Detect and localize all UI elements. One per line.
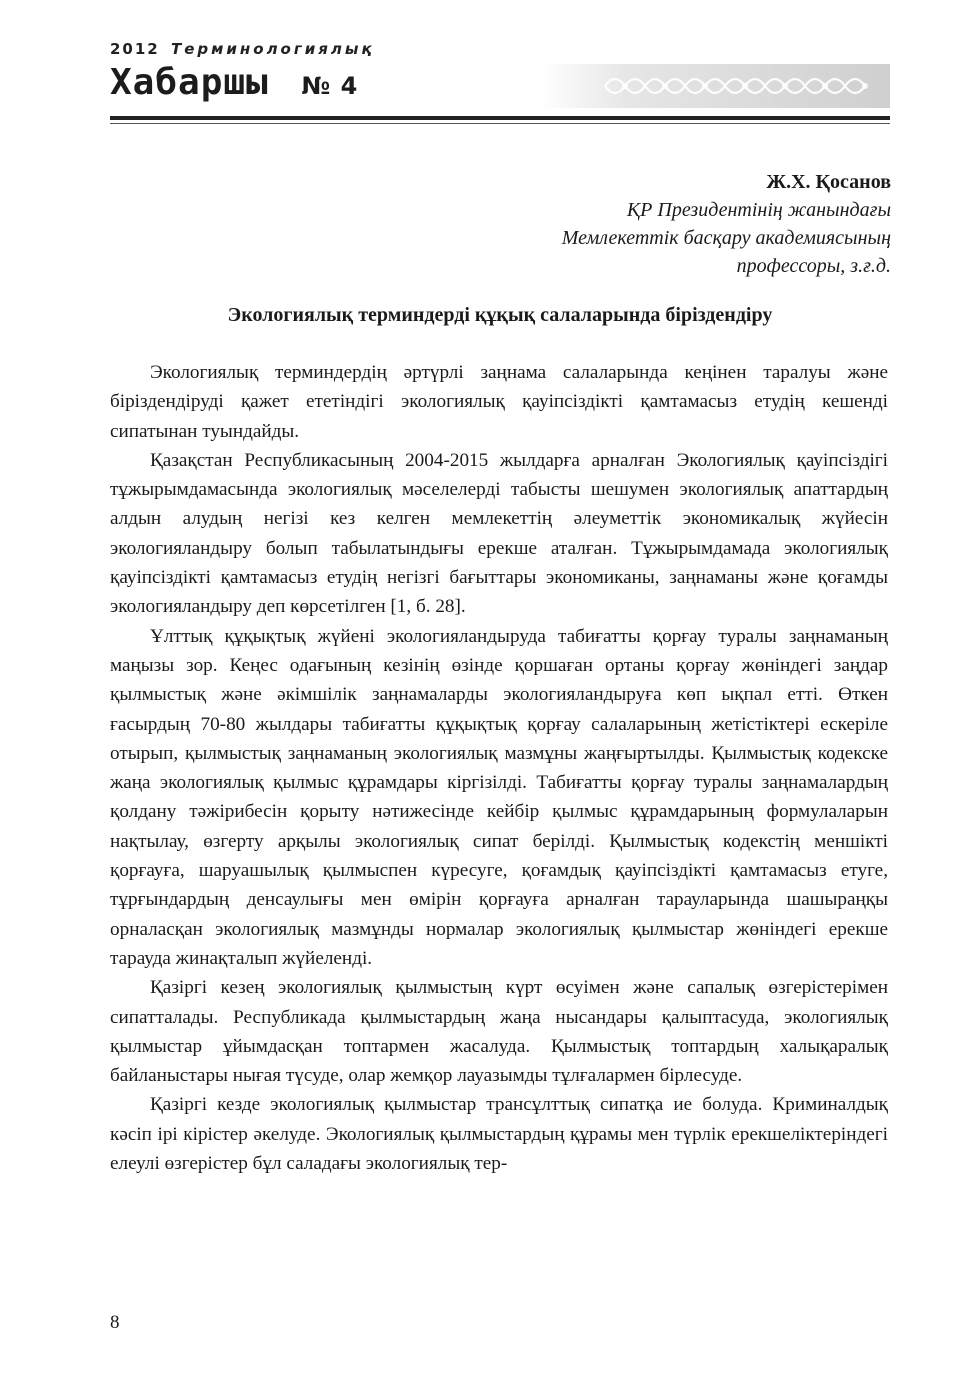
header-rule-thin bbox=[110, 123, 890, 124]
journal-title: Хабаршы bbox=[110, 62, 269, 103]
paragraph: Қазіргі кезде экологиялық қылмыстар трансұлттық сипатқа ие болуда. Криминалдық кәсіп ірі кірістер әкелуде. Экологиялық қылмыстардың құрамы мен түрлік ерекшеліктеріндегі елеулі өзгерістер бұл саладағы экологиялық тер- bbox=[110, 1094, 888, 1175]
journal-series-line bbox=[110, 40, 375, 58]
header-rule-thick bbox=[110, 116, 890, 120]
paragraph: Экологиялық терминдердің әртүрлі заңнама салаларында кеңінен таралуы және біріздендіруді қажет ететіндігі экологиялық қауіпсіздікті қамтамасыз етудің кешенді сипатынан туындайды. bbox=[110, 362, 888, 442]
journal-title-line bbox=[110, 62, 358, 103]
journal-issue: № 4 bbox=[301, 72, 359, 100]
page-number: 8 bbox=[110, 1312, 120, 1333]
article-title: Экологиялық терминдерді құқық салаларында біріздендіру bbox=[227, 304, 773, 326]
article-body bbox=[110, 358, 888, 1178]
author-affiliation-1: ҚР Президентінің жанындағы bbox=[626, 199, 891, 221]
author-affiliation-3: профессоры, з.ғ.д. bbox=[736, 255, 891, 277]
paragraph: Ұлттық құқықтық жүйені экологияландыруда табиғатты қорғау туралы заңнаманың маңызы зор. Кеңес одағының кезінің өзінде қоршаған ортаны қорғау жөніндегі заңдар қылмыстық және әкімшілік заңнамаларды экологияландыруға көп ықпал етті. Өткен ғасырдың 70-80 жылдары табиғатты құқықтық қорғау салаларының жетістіктері ескеріле отырып, қылмыстық заңнаманың экологиялық мазмұны жаңғыртылды. Қылмыстық кодекске жаңа экологиялық қылмыс құрамдары кіргізілді. Табиғатты қорғау туралы заңнамалардың қолдану тәжірибесін қорыту нәтижесінде кейбір қылмыс құрамдарының формулаларын нақтылау, өзгерту арқылы экологиялық сипат берілді. Қылмыстық кодекстің меншікті қорғауға, шаруашылық қылмыспен күресуге, қоғамдық қауіпсіздікті қамтамасыз етуге, тұрғындардың денсаулығы мен өмірін қорғауға арналған тарауларында шашыраңқы орналасқан экологиялық мазмұнды нормалар экологиялық қылмыстар жөніндегі ерекше тарауда жинақталып жүйеленді. bbox=[110, 625, 888, 969]
author-name: Ж.Х. Қосанов bbox=[766, 171, 891, 193]
journal-series: Терминологиялық bbox=[170, 40, 375, 58]
author-affiliation-2: Мемлекеттік басқару академиясының bbox=[561, 227, 891, 249]
paragraph: Қазіргі кезең экологиялық қылмыстың күрт өсуімен және сапалық өзгерістерімен сипатталады. Республикада қылмыстардың жаңа нысандары қалыптасуда, экологиялық қылмыстар ұйымдасқан топтармен жасалуда. Қылмыстық топтардың халықаралық байланыстары нығая түсуде, олар жемқор лауазымды тұлғалармен бірлесуде. bbox=[110, 977, 888, 1087]
header-ornament bbox=[540, 64, 890, 108]
journal-year: 2012 bbox=[110, 40, 160, 58]
paragraph: Қазақстан Республикасының 2004-2015 жылдарға арналған Экологиялық қауіпсіздігі тұжырымдамасында экологиялық мәселелерді табысты шешумен экологиялық апаттардың алдын алудың негізі кез келген мемлекеттің әлеуметтік экономикалық жүйесін экологияландыру болып табылатындығы ерекше аталған. Тұжырымдамада экологиялық қауіпсіздікті қамтамасыз етудің негізгі бағыттары экономиканы, заңнаманы және қоғамды экологияландыру деп көрсетілген [1, б. 28]. bbox=[110, 449, 888, 618]
ornament-pattern-icon bbox=[600, 70, 880, 102]
author-block bbox=[562, 168, 891, 280]
